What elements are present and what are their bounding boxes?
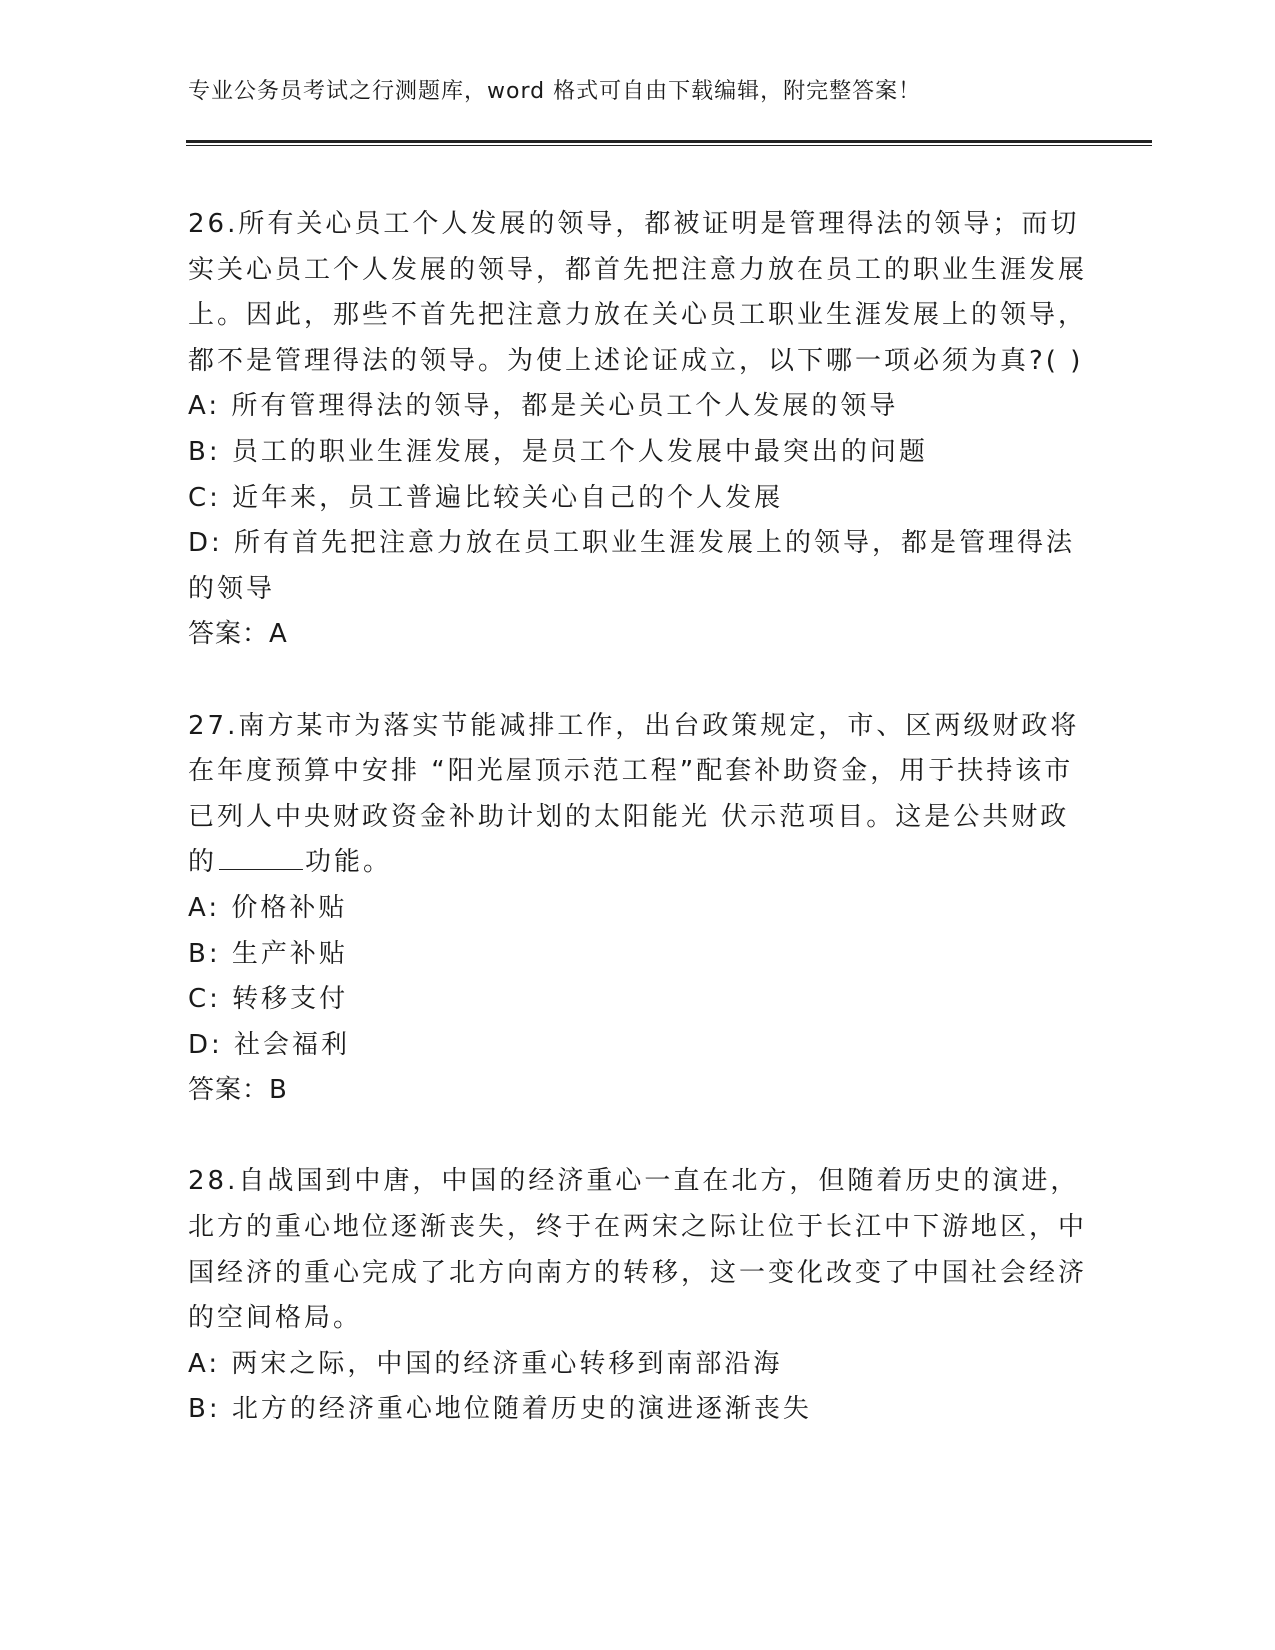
question-list [188,202,1088,1479]
page-header: 专业公务员考试之行测题库，word 格式可自由下载编辑，附完整答案！ [188,79,922,104]
header-divider [186,140,1152,146]
option-d: D: 所有首先把注意力放在员工职业生涯发展上的领导，都是管理得法的领导 [188,528,1076,604]
question-26 [188,202,1088,658]
option-b: B: 生产补贴 [188,938,348,969]
option-c: C: 近年来，员工普遍比较关心自己的个人发展 [188,482,784,513]
stem-after-blank: 功能。 [305,847,393,878]
option-a: A: 价格补贴 [188,892,348,923]
option-a: A: 所有管理得法的领导，都是关心员工个人发展的领导 [188,391,899,422]
question-27 [188,704,1088,1114]
option-b: B: 员工的职业生涯发展，是员工个人发展中最突出的问题 [188,436,928,467]
question-stem [188,704,1088,886]
answer: 答案：A [188,619,288,650]
option-b: B: 北方的经济重心地位随着历史的演进逐渐丧失 [188,1394,812,1425]
option-d: D: 社会福利 [188,1029,351,1060]
question-28 [188,1159,1088,1433]
question-stem: 28.自战国到中唐，中国的经济重心一直在北方，但随着历史的演进，北方的重心地位逐渐丧失，终于在两宋之际让位于长江中下游地区，中国经济的重心完成了北方向南方的转移，这一变化改变了中国社会经济的空间格局。 [188,1166,1088,1334]
question-stem: 26.所有关心员工个人发展的领导，都被证明是管理得法的领导；而切实关心员工个人发展的领导，都首先把注意力放在员工的职业生涯发展上。因此，那些不首先把注意力放在关心员工职业生涯发展上的领导，都不是管理得法的领导。为使上述论证成立，以下哪一项必须为真?( ) [188,209,1088,376]
option-a: A: 两宋之际，中国的经济重心转移到南部沿海 [188,1348,783,1379]
option-c: C: 转移支付 [188,984,349,1015]
answer: 答案：B [188,1075,288,1106]
stem-before-blank: 27.南方某市为落实节能减排工作，出台政策规定，市、区两级财政将在年度预算中安排 “阳光屋顶示范工程”配套补助资金，用于扶持该市已列人中央财政资金补助计划的太阳能光 伏示范项目。这是公共财政的 [188,710,1080,878]
fill-in-blank [219,843,303,870]
